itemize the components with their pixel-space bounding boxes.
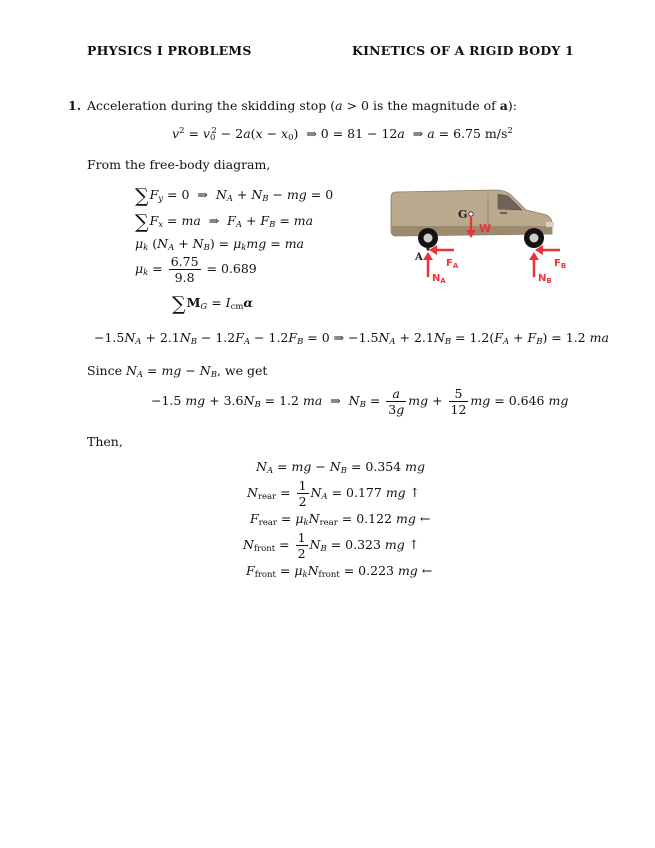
header-right: KINETICS OF A RIGID BODY 1 bbox=[352, 43, 574, 58]
van-free-body-diagram bbox=[388, 182, 578, 294]
label-a: A bbox=[415, 252, 423, 263]
label-g: G bbox=[458, 208, 468, 221]
header-left: PHYSICS I PROBLEMS bbox=[87, 43, 252, 58]
result-nfront: $N_{front}$ = $\frac{1}{2}$ $N_B = 0.323$ mg ↑ bbox=[243, 530, 420, 562]
problem-intro: Acceleration during the skidding stop (a > 0 is the magnitude of a): bbox=[87, 98, 517, 113]
result-ffront: $F_{front} = \mu_kN_{front} = 0.223$ mg ← bbox=[246, 563, 433, 580]
label-w: W bbox=[479, 222, 492, 235]
fbd-text: From the free-body diagram, bbox=[87, 157, 271, 172]
equation-nb: −1.5 mg + $3.6N_B = 1.2$ ma ⇒ $N_B$ = $\frac{a}{3g}$ mg + $\frac{5}{12}$ mg = 0.646 mg bbox=[151, 386, 569, 418]
label-nb: $N_B$ bbox=[538, 273, 552, 285]
equation-mu-line: $\mu_k$ $(N_A + N_B) = \mu_kmg$ = ma bbox=[135, 236, 305, 253]
label-fb: $F_B$ bbox=[554, 258, 567, 270]
result-nrear: $N_{rear}$ = $\frac{1}{2}$ $N_A = 0.177$ mg ↑ bbox=[247, 478, 421, 510]
equation-mu-value: $\mu_k$ = $\frac{6.75}{9.8}$ = 0.689 bbox=[135, 254, 257, 286]
center-of-mass-marker bbox=[469, 212, 473, 216]
since-text: Since $N_A$ = mg − $N_B$, we get bbox=[87, 363, 268, 380]
equation-sum-fy: $\sum F_y = 0$ ⇒ $N_A + N_B$ − mg = 0 bbox=[135, 185, 334, 207]
equation-sum-fx: $\sum F_x$ = ma ⇒ $F_A + F_B$ = ma bbox=[135, 211, 314, 233]
result-frear: $F_{rear} = \mu_kN_{rear} = 0.122$ mg ← bbox=[250, 511, 431, 528]
equation-moment: $\sum M_G = I_{cm}\alpha$ bbox=[172, 293, 254, 315]
equation-moment-expanded: $-1.5N_A + 2.1N_B - 1.2F_A - 1.2F_B = 0$ ⇒ $-1.5N_A + 2.1N_B = 1.2(F_A + F_B) = 1.2$ ma bbox=[94, 330, 609, 347]
result-na: $N_A$ = mg − $N_B = 0.354$ mg bbox=[256, 459, 426, 476]
wheel-rear bbox=[418, 228, 438, 248]
label-fa: $F_A$ bbox=[446, 258, 459, 270]
wheel-front bbox=[524, 228, 544, 248]
problem-number: 1. bbox=[68, 98, 82, 113]
label-na: $N_A$ bbox=[432, 273, 446, 285]
then-text: Then, bbox=[87, 434, 123, 449]
equation-kinematics: $v^2 = v_0^2 - 2a(x - x_0)$ ⇒ 0 = 81 − 12a ⇒ a = 6.75 $m/s^2$ bbox=[172, 126, 513, 143]
